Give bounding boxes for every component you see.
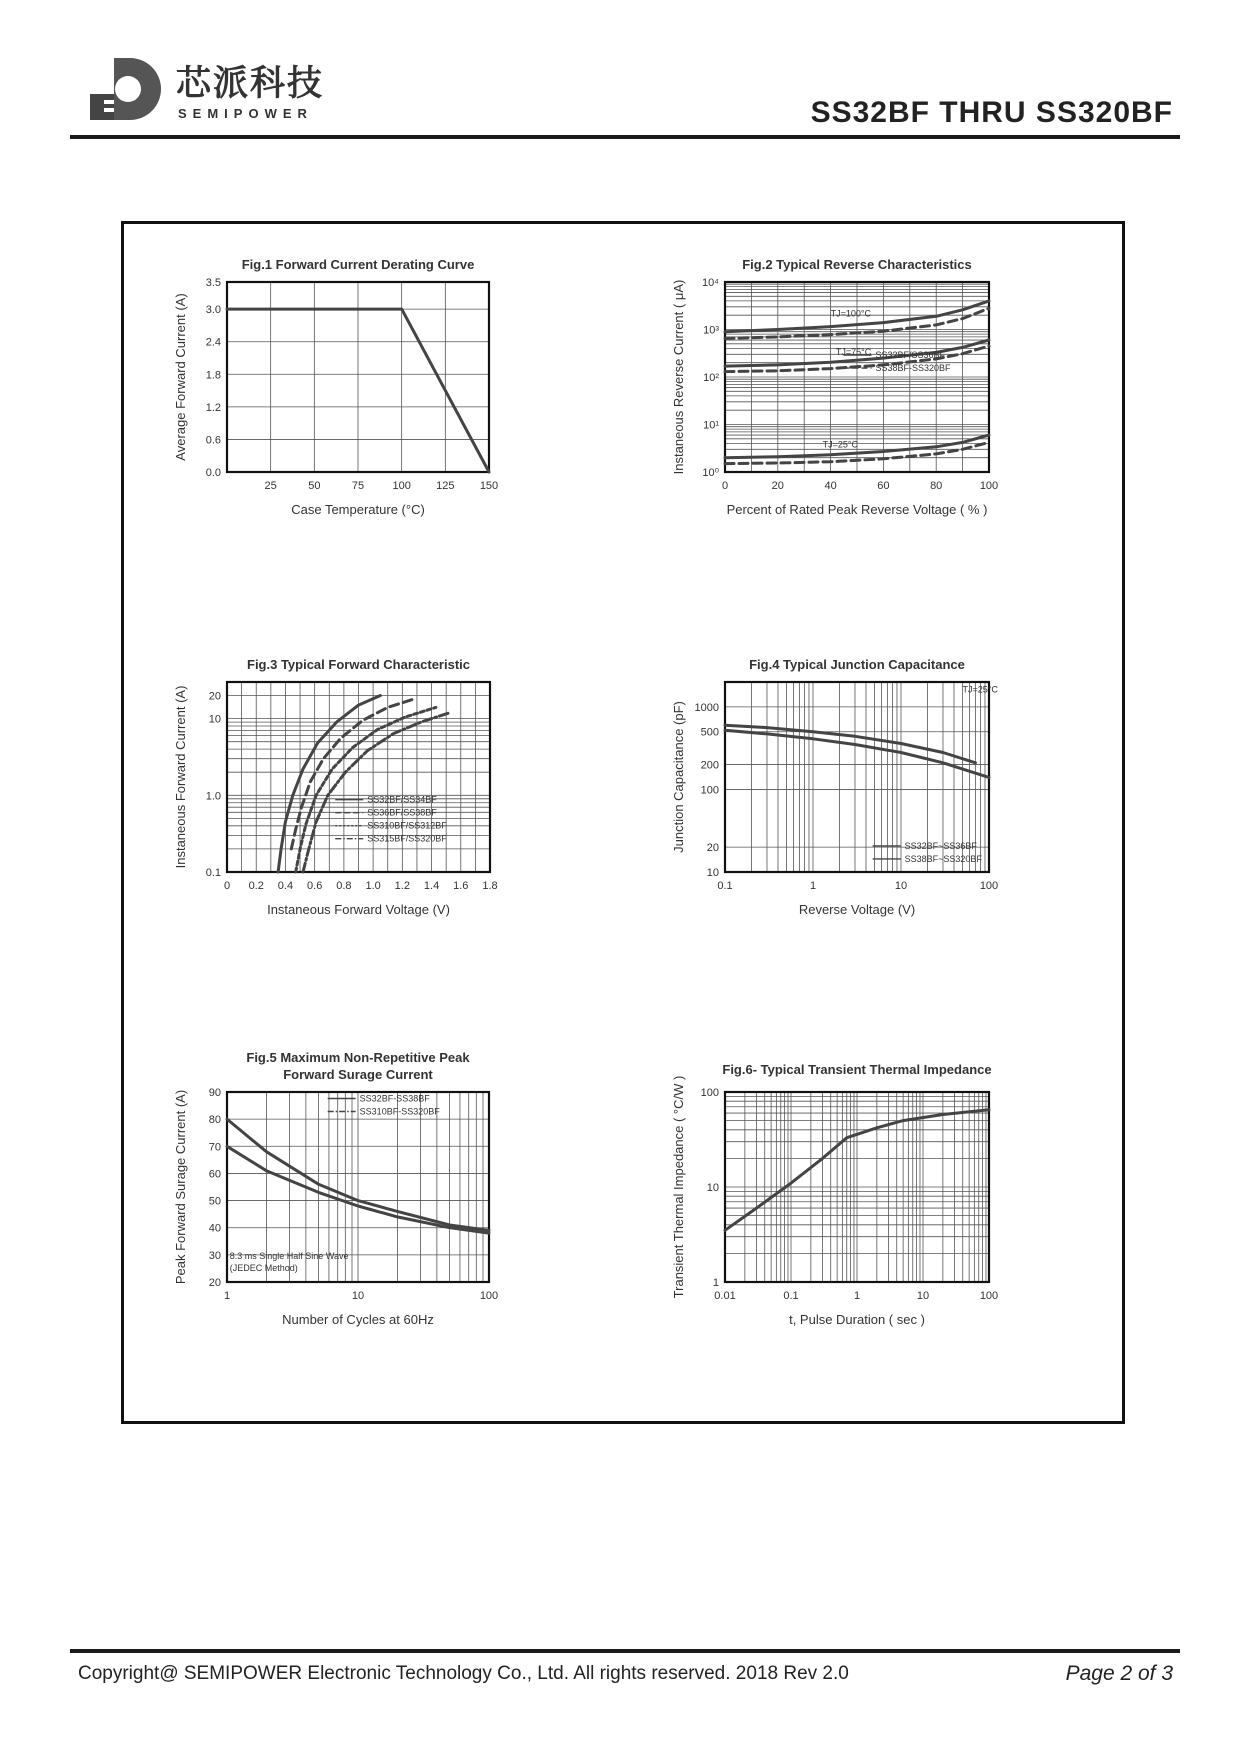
fig4-ytick-label: 200: [700, 759, 719, 772]
header-divider: [70, 135, 1180, 139]
fig4-annotation: TJ=25°C: [962, 684, 998, 695]
fig2-xtick-label: 100: [979, 480, 999, 492]
fig2-xtick-label: 20: [771, 480, 784, 492]
fig1-xtick-label: 100: [392, 480, 411, 492]
fig3-title: Fig.3 Typical Forward Characteristic: [247, 657, 470, 672]
fig4-ytick-label: 20: [706, 842, 719, 855]
fig3-xtick-label: 1.6: [453, 880, 469, 892]
fig1-ytick-label: 3.0: [205, 304, 221, 317]
fig5-xtick-label: 1: [223, 1290, 231, 1302]
fig1-ytick-label: 0.6: [205, 434, 221, 447]
fig5-ytick-label: 30: [208, 1249, 221, 1262]
fig1-ytick-label: 3.5: [205, 277, 221, 289]
fig1-xlabel: Case Temperature (°C): [291, 502, 425, 517]
fig2-annotation: TJ=100°C: [830, 308, 871, 319]
fig2-ytick-label: 10³: [703, 324, 719, 337]
fig5-ytick-label: 50: [208, 1195, 221, 1208]
fig4-capacitance-chart: [670, 655, 1090, 985]
fig5-surge-chart: [170, 1050, 590, 1400]
fig6-xtick-label: 0.01: [714, 1290, 736, 1302]
semipower-logo: [88, 50, 338, 130]
fig3-xtick-label: 0.6: [307, 880, 323, 892]
fig2-ylabel: Instaneous Reverse Current ( μA): [671, 279, 686, 475]
fig3-xtick-label: 1.2: [394, 880, 410, 892]
fig2-annotation: TJ=25°C: [822, 439, 859, 450]
fig6-xtick-label: 0.1: [783, 1290, 799, 1302]
fig5-xtick-label: 10: [351, 1290, 365, 1302]
fig1-ytick-label: 1.8: [205, 369, 221, 382]
fig5-ytick-label: 80: [208, 1114, 221, 1127]
fig6-title: Fig.6- Typical Transient Thermal Impedance: [722, 1062, 992, 1077]
fig5-xlabel: Number of Cycles at 60Hz: [282, 1312, 434, 1327]
fig2-title: Fig.2 Typical Reverse Characteristics: [742, 257, 972, 272]
fig6-ytick-label: 10: [706, 1182, 719, 1194]
brand-english-name: SEMIPOWER: [178, 106, 313, 121]
fig3-forward-chart: [170, 655, 590, 985]
fig2-xtick-label: 0: [721, 480, 729, 492]
fig4-ytick-label: 10: [706, 867, 719, 879]
fig6-ytick-label: 100: [700, 1087, 719, 1099]
page-number: Page 2 of 3: [1065, 1662, 1173, 1685]
fig6-xtick-label: 100: [979, 1290, 999, 1302]
fig1-xtick-label: 25: [264, 480, 277, 492]
fig2-ytick-label: 10¹: [703, 419, 719, 432]
fig1-xtick-label: 50: [308, 480, 321, 492]
fig3-xtick-label: 0: [223, 880, 231, 892]
fig3-legend-label: SS315BF/SS320BF: [367, 833, 447, 844]
fig3-xtick-label: 0.8: [336, 880, 352, 892]
fig5-xtick-label: 100: [479, 1290, 499, 1302]
fig3-series-2: [296, 707, 436, 872]
fig5-ytick-label: 40: [208, 1222, 221, 1235]
fig2-legend-label: SS32BF/SS36BF: [875, 350, 946, 361]
fig1-xtick-label: 125: [436, 480, 455, 492]
fig6-xlabel: t, Pulse Duration ( sec ): [789, 1312, 925, 1327]
fig2-ytick-label: 10⁴: [702, 277, 719, 289]
fig4-xtick-label: 0.1: [717, 880, 733, 892]
fig3-ytick-label: 20: [208, 690, 221, 703]
fig3-ytick-label: 10: [208, 713, 221, 726]
fig3-legend-label: SS32BF/SS34BF: [367, 794, 437, 805]
fig2-reverse-chart: [670, 255, 1090, 585]
fig3-xtick-label: 1.4: [423, 880, 440, 892]
fig4-xtick-label: 10: [894, 880, 908, 892]
fig2-xtick-label: 60: [877, 480, 890, 492]
fig2-ytick-label: 10⁰: [702, 467, 719, 479]
fig5-ylabel: Peak Forward Surage Current (A): [173, 1089, 188, 1285]
fig4-ytick-label: 500: [700, 726, 719, 739]
fig2-legend-label: SS38BF-SS320BF: [875, 363, 951, 374]
fig3-xtick-label: 1.0: [365, 880, 381, 892]
fig1-xtick-label: 75: [351, 480, 365, 492]
fig3-xlabel: Instaneous Forward Voltage (V): [267, 902, 450, 917]
fig6-xtick-label: 10: [916, 1290, 930, 1302]
fig2-ytick-label: 10²: [703, 372, 719, 384]
fig6-ylabel: Transient Thermal Impedance ( °C/W ): [671, 1075, 686, 1299]
fig4-xtick-label: 1: [809, 880, 817, 892]
fig4-ytick-label: 100: [700, 784, 719, 797]
fig1-ytick-label: 0.0: [205, 467, 221, 479]
fig5-ytick-label: 20: [208, 1277, 221, 1289]
footer-divider: [70, 1649, 1180, 1653]
fig3-xtick-label: 1.8: [482, 880, 498, 892]
fig5-ytick-label: 70: [208, 1141, 221, 1154]
fig4-title: Fig.4 Typical Junction Capacitance: [749, 657, 965, 672]
fig5-ytick-label: 60: [208, 1168, 221, 1181]
fig5-ytick-label: 90: [208, 1087, 221, 1099]
fig4-ylabel: Junction Capacitance (pF): [671, 701, 686, 853]
brand-chinese-name: 芯派科技: [176, 64, 325, 104]
fig3-ytick-label: 0.1: [205, 867, 221, 879]
fig6-ytick-label: 1: [712, 1277, 719, 1289]
fig3-xtick-label: 0.4: [277, 880, 294, 892]
fig1-ytick-label: 2.4: [205, 336, 221, 349]
fig1-ylabel: Average Forward Current (A): [173, 293, 188, 461]
fig4-ytick-label: 1000: [694, 701, 719, 714]
fig5-legend-label: SS32BF-SS38BF: [359, 1093, 430, 1104]
fig3-ylabel: Instaneous Forward Current (A): [173, 685, 188, 869]
fig2-xtick-label: 80: [930, 480, 943, 492]
fig5-annotation: 8.3 ms Single Half Sine Wave: [229, 1250, 349, 1261]
fig4-xlabel: Reverse Voltage (V): [798, 902, 916, 917]
fig1-ytick-label: 1.2: [205, 401, 221, 414]
copyright-text: Copyright@ SEMIPOWER Electronic Technology Co., Ltd. All rights reserved. 2018 Rev 2.0: [78, 1663, 849, 1684]
fig2-xtick-label: 40: [824, 480, 837, 492]
fig1-title: Fig.1 Forward Current Derating Curve: [241, 257, 475, 272]
fig5-title: Forward Surage Current: [283, 1067, 433, 1082]
fig4-xtick-label: 100: [979, 880, 999, 892]
fig5-annotation: (JEDEC Method): [229, 1263, 298, 1274]
fig1-derating-chart: [170, 255, 590, 585]
fig3-legend-label: SS36BF/SS38BF: [367, 807, 437, 818]
fig3-legend-label: SS310BF/SS312BF: [367, 820, 447, 831]
fig1-xtick-label: 150: [479, 480, 499, 492]
fig2-xlabel: Percent of Rated Peak Reverse Voltage ( % ): [726, 502, 988, 517]
fig5-legend-label: SS310BF-SS320BF: [359, 1106, 440, 1117]
fig6-thermal-chart: [670, 1060, 1090, 1400]
fig4-legend-label: SS38BF~SS320BF: [904, 853, 982, 864]
document-title: SS32BF THRU SS320BF: [810, 96, 1173, 129]
fig2-annotation: TJ=75°C: [835, 347, 872, 358]
fig3-xtick-label: 0.2: [248, 880, 264, 892]
fig6-xtick-label: 1: [853, 1290, 861, 1302]
fig3-ytick-label: 1.0: [205, 790, 221, 803]
fig4-legend-label: SS32BF~SS36BF: [904, 840, 977, 851]
fig5-title: Fig.5 Maximum Non-Repetitive Peak: [246, 1050, 470, 1065]
